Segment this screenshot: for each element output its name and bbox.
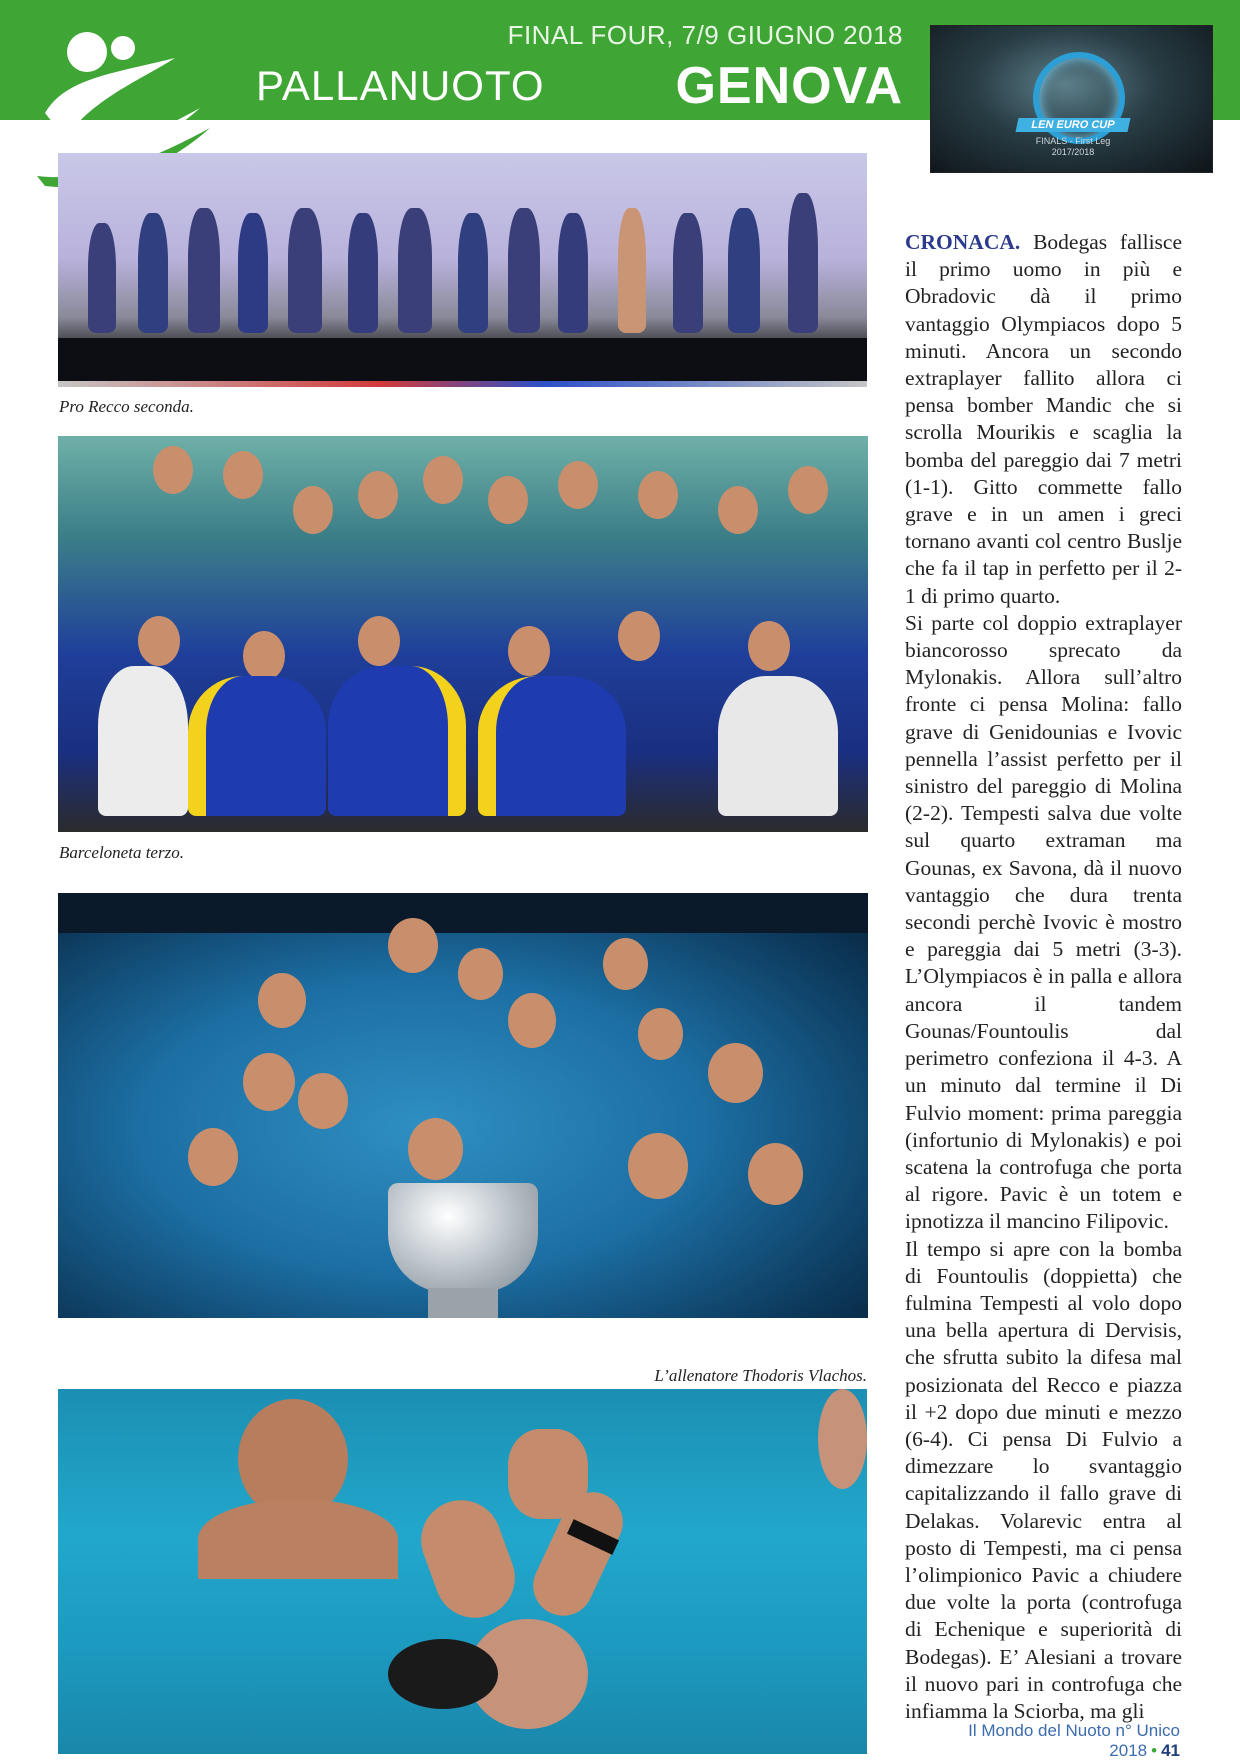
article-paragraph-2: Si parte col doppio extraplayer biancorosso sprecato da Mylonakis. Allora sull’altro fronte ci pensa Molina: fallo grave di Genidounias e Ivovic pennella l’assist perfetto per il sinistro del pareggio di Molina (2-2). Tempesti salva due volte sul quarto extraman ma Gounas, ex Savona, dà il nuovo vantaggio che dura trenta secondi perchè Ivovic è mostro e pareggia dai 5 metri (3-3). L’Olympiacos è in palla e allora ancora il tandem Gounas/Fountoulis dal perimetro confeziona il 4-3. A un minuto dal termine il Di Fulvio moment: prima pareggia (infortunio di Mylonakis) e poi scatena la controfuga che porta al rigore. Pavic è un totem e ipnotizza il mancino Filipovic. (905, 610, 1182, 1234)
article-paragraph-3: Il tempo si apre con la bomba di Fountoulis (doppietta) che fulmina Tempesti al volo dopo una bella apertura di Dervisis, che sfrutta subito la difesa mal posizionata del Recco e piazza il +2 dopo due minuti e mezzo (6-4). Ci pensa Di Fulvio a dimezzare lo svantaggio capitalizzando il fallo grave di Delakas. Volarevic entra al posto di Tempesti, ma ci pensa l’olimpionico Pavic a chiudere due volte la porta (controfuga di Echenique e superiorità di Bodegas). E’ Alesiani a trovare il nuovo pari in controfuga che infiamma la Sciorba, ma gli (905, 1236, 1182, 1723)
player-figure (618, 208, 646, 333)
photo-barceloneta-team (58, 436, 868, 832)
swimmer-head (748, 1143, 803, 1205)
swimmer-head (188, 1128, 238, 1186)
swimmer-head (258, 973, 306, 1028)
player-head (138, 616, 180, 666)
player-head (358, 471, 398, 519)
swimmer-head (638, 1008, 683, 1060)
player-head (358, 616, 400, 666)
yellow-jersey (188, 676, 326, 816)
trophy-cup (388, 1183, 538, 1293)
player-figure (458, 213, 488, 333)
coach-shoulders (198, 1499, 398, 1579)
player-head (508, 626, 550, 676)
swimmer-head (298, 1073, 348, 1129)
swimmer-head (603, 938, 648, 990)
white-shirt (98, 666, 188, 816)
page-footer (900, 1721, 1180, 1761)
swimmer-head (408, 1118, 463, 1180)
stage-stripe (58, 381, 867, 387)
player-head (153, 446, 193, 494)
swimmer-head (243, 1053, 295, 1111)
footer-dot-icon: • (1151, 1741, 1158, 1760)
page-number: 41 (1161, 1741, 1180, 1760)
stage-floor (58, 338, 867, 387)
trophy-base (428, 1288, 498, 1318)
swimmer-head (708, 1043, 763, 1103)
player-head (718, 486, 758, 534)
article-paragraph-1 (905, 229, 1182, 610)
player-head (293, 486, 333, 534)
player-figure (673, 213, 703, 333)
article-lead: CRONACA. (905, 230, 1021, 254)
player-head (748, 621, 790, 671)
logo-ball-small (111, 36, 135, 60)
player-figure (348, 213, 378, 333)
player-figure (238, 213, 268, 333)
publication-name: Il Mondo del Nuoto n° Unico 2018 (968, 1721, 1180, 1760)
yellow-jersey (478, 676, 626, 816)
player-figure (288, 208, 322, 333)
swimmer-hair (388, 1639, 498, 1709)
city-title: GENOVA (675, 57, 903, 115)
event-date-line: FINAL FOUR, 7/9 GIUGNO 2018 (507, 20, 903, 50)
raised-arm-left (410, 1489, 526, 1629)
yellow-jersey (328, 666, 466, 816)
player-head (618, 611, 660, 661)
len-euro-cup-logo (930, 25, 1213, 173)
swimmer-head (458, 948, 503, 1000)
swimmer-head (508, 993, 556, 1048)
player-figure (138, 213, 168, 333)
caption-coach-vlachos: L’allenatore Thodoris Vlachos. (654, 1366, 867, 1385)
player-head (788, 466, 828, 514)
section-title: PALLANUOTO (256, 62, 545, 109)
player-head (243, 631, 285, 681)
player-head (558, 461, 598, 509)
player-head (423, 456, 463, 504)
caption-barceloneta: Barceloneta terzo. (59, 843, 184, 862)
player-figure (398, 208, 432, 333)
player-figure (728, 208, 760, 333)
logo-swimmer-arm (45, 58, 175, 138)
pool-edge (58, 893, 868, 933)
swimmer-head (628, 1133, 688, 1199)
player-figure (788, 193, 818, 333)
photo-pro-recco-podium (58, 153, 867, 387)
player-head (223, 451, 263, 499)
player-figure (88, 223, 116, 333)
player-head (488, 476, 528, 524)
caption-pro-recco: Pro Recco seconda. (59, 397, 194, 416)
white-shirt (718, 676, 838, 816)
swimmer-head (388, 918, 438, 973)
logo-ball-large (67, 32, 107, 72)
player-head (638, 471, 678, 519)
player-figure (188, 208, 220, 333)
photo-olympiacos-pool-celebration (58, 893, 868, 1318)
player-figure (508, 208, 540, 333)
cup-logo-line2: 2017/2018 (1051, 147, 1095, 157)
swimmer-head (818, 1389, 867, 1489)
cup-logo-name: LEN EURO CUP (1016, 118, 1131, 132)
cup-logo-line1: FINALS - First Leg (1035, 136, 1111, 146)
article-body (905, 229, 1182, 1725)
player-figure (558, 213, 588, 333)
photo-coach-celebrating (58, 1389, 867, 1754)
article-paragraph-1-text: Bodegas fallisce il primo uomo in più e Obradovic dà il primo vantaggio Olympiacos dopo 5 minuti. Ancora un secondo extraplayer fallito allora ci pensa bomber Mandic che si scrolla Mourikis e scaglia la bomba del pareggio dai 7 metri (1-1). Gitto commette fallo grave e in un amen i greci tornano avanti col centro Buslje che fa il tap in perfetto per il 2-1 di primo quarto. (905, 230, 1183, 608)
